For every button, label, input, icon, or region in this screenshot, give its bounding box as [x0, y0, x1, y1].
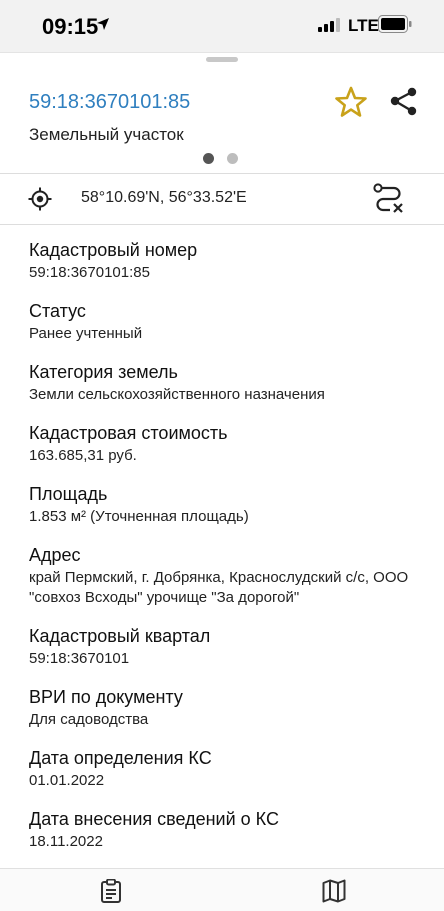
sheet-grabber[interactable] — [206, 57, 238, 62]
battery-icon — [378, 15, 412, 38]
page-dot[interactable] — [227, 153, 238, 164]
field-address — [29, 544, 429, 608]
field-label: Статус — [29, 301, 86, 321]
field-valuation-date — [29, 747, 429, 791]
map-icon[interactable] — [322, 879, 346, 908]
field-label: Кадастровая стоимость — [29, 423, 228, 443]
field-label: Дата определения КС — [29, 748, 212, 768]
field-status — [29, 300, 429, 344]
field-value[interactable]: 01.01.2022 — [29, 772, 105, 789]
field-label: Дата внесения сведений о КС — [29, 809, 279, 829]
details-sheet — [0, 52, 444, 911]
signal-icon — [318, 18, 342, 37]
cadastral-number-title[interactable]: 59:18:3670101:85 — [29, 91, 191, 113]
field-cadastral-block — [29, 625, 429, 669]
field-value[interactable]: 1.853 м² (Уточненная площадь) — [29, 508, 249, 525]
status-bar — [0, 0, 444, 52]
field-value[interactable]: 163.685,31 руб. — [29, 447, 137, 464]
field-area — [29, 483, 429, 527]
object-type: Земельный участок — [29, 125, 184, 144]
field-entry-date — [29, 808, 429, 852]
share-button[interactable] — [388, 85, 420, 119]
field-label: Адрес — [29, 545, 81, 565]
field-cadastral-value — [29, 422, 429, 466]
field-value[interactable]: Для садоводства — [29, 711, 149, 728]
field-value[interactable]: Ранее учтенный — [29, 325, 143, 342]
status-time: 09:15 — [42, 14, 99, 39]
field-value[interactable]: 59:18:3670101 — [29, 650, 130, 667]
field-label: Площадь — [29, 484, 108, 504]
property-fields — [29, 239, 429, 869]
field-permitted-use — [29, 686, 429, 730]
coordinates-bar — [0, 173, 444, 225]
share-icon — [388, 106, 420, 123]
field-value[interactable]: 18.11.2022 — [29, 833, 103, 850]
field-label: Кадастровый номер — [29, 240, 198, 260]
target-icon[interactable] — [28, 187, 52, 216]
field-label: ВРИ по документу — [29, 687, 183, 707]
field-land-category — [29, 361, 429, 405]
favorite-button[interactable] — [334, 85, 368, 119]
field-value[interactable]: край Пермский, г. Добрянка, Краснослудский с/с, ООО "совхоз Всходы" урочище "За дорогой" — [29, 569, 409, 606]
field-cadastral-number — [29, 239, 429, 283]
page-dot-active[interactable] — [203, 153, 214, 164]
clipboard-icon[interactable] — [100, 879, 122, 908]
location-arrow-icon — [96, 17, 110, 36]
field-value[interactable]: 59:18:3670101:85 — [29, 264, 150, 281]
tab-bar — [0, 868, 444, 911]
star-icon — [334, 106, 368, 123]
field-label: Категория земель — [29, 362, 178, 382]
route-clear-icon[interactable] — [372, 182, 406, 221]
coordinates-text[interactable]: 58°10.69'N, 56°33.52'E — [81, 189, 247, 206]
field-value[interactable]: Земли сельскохозяйственного назначения — [29, 386, 325, 403]
field-label: Кадастровый квартал — [29, 626, 211, 646]
network-type: LTE — [348, 16, 379, 35]
